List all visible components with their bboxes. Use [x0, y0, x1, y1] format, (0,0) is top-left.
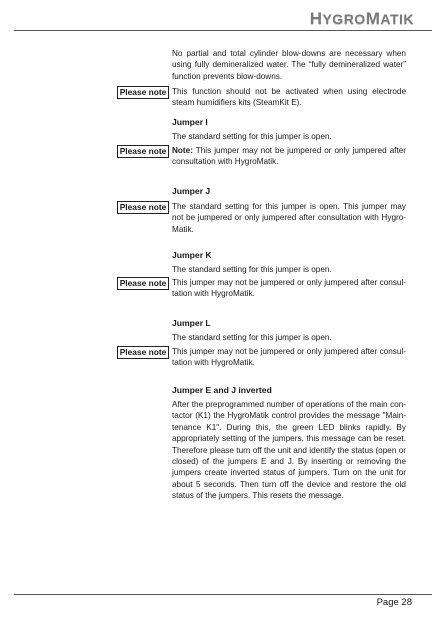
jumper-i-note — [172, 145, 406, 168]
please-note-label-1: Please note — [117, 86, 169, 99]
jumper-j-text: The standard setting for this jumper is open. This jumper may not be jumpered or only jumpered after consultation with Hygro-Matik. — [172, 202, 406, 234]
jumper-l-note: This jumper may not be jumpered or only jumpered after consul-tation with HygroMatik. — [172, 347, 406, 368]
jumper-l-text: The standard setting for this jumper is open. — [172, 333, 332, 342]
hygromatik-logo: HYGROMATIK — [309, 9, 414, 28]
note-prefix: Note: — [172, 146, 193, 155]
note-1-text: This function should not be activated when using electrode steam humidifiers kits (SteamKit E). — [172, 87, 406, 108]
please-note-label-4: Please note — [117, 277, 169, 290]
jumper-l-heading: Jumper L — [172, 318, 211, 328]
page-number: Page 28 — [376, 597, 412, 608]
please-note-label-3: Please note — [117, 201, 169, 214]
header-rule — [14, 30, 432, 31]
jumper-j-heading: Jumper J — [172, 186, 211, 196]
jumper-ej-text: After the preprogrammed number of operations of the main con-tactor (K1) the HygroMatik control provides the message "Main-tenance K1". During this, the green LED blinks rapidly. By appropriately setting of the jumpers, this message can be reset. Therefore please turn off the unit and identify the status (open or closed) of the jumpers E and J. By inserting or removing the jumpers create inverted status of jumpers. Turn on the unit for about 5 seconds. Then turn off the device and restore the old status of the jumpers. This resets the message. — [172, 400, 406, 501]
jumper-k-note: This jumper may not be jumpered or only jumpered after consul-tation with HygroMatik. — [172, 278, 406, 299]
please-note-label-5: Please note — [117, 346, 169, 359]
footer-rule — [14, 594, 432, 595]
jumper-ej-heading: Jumper E and J inverted — [172, 385, 272, 395]
jumper-k-text: The standard setting for this jumper is open. — [172, 265, 332, 274]
page-header — [0, 0, 446, 34]
jumper-i-text: The standard setting for this jumper is open. — [172, 132, 332, 141]
please-note-label-2: Please note — [117, 145, 169, 158]
jumper-i-note-text: This jumper may not be jumpered or only jumpered after consultation with HygroMatik. — [172, 146, 406, 167]
intro-paragraph: No partial and total cylinder blow-downs are necessary when using fully demineralized water. The “fully demineralized water” function prevents blow-downs. — [172, 49, 406, 81]
jumper-k-heading: Jumper K — [172, 250, 212, 260]
jumper-i-heading: Jumper I — [172, 117, 208, 127]
